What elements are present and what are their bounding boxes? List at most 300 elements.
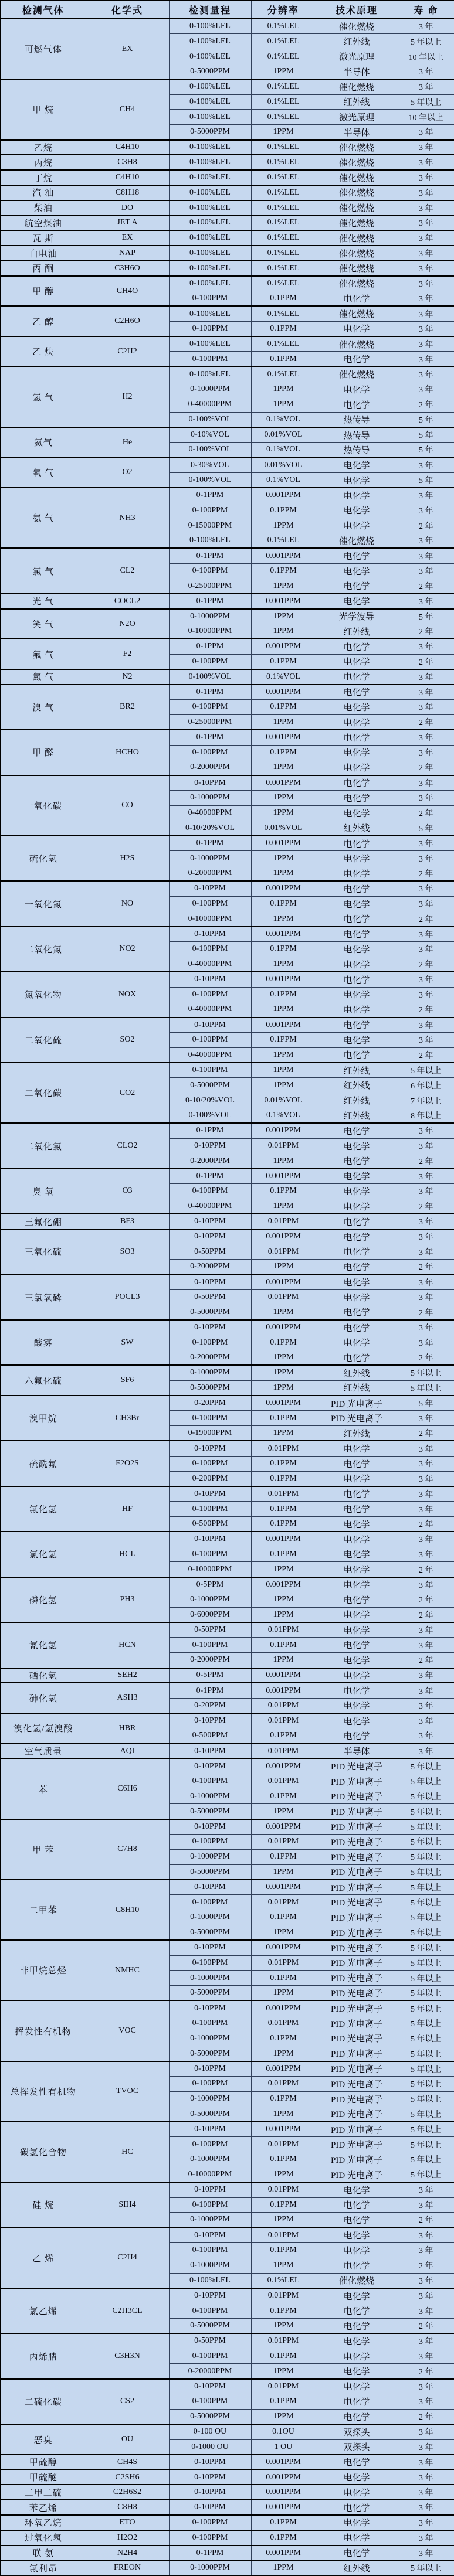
range-cell: 0-5PPM <box>169 1577 251 1592</box>
gas-name-cell: 硅 烷 <box>1 2182 86 2227</box>
table-row <box>1 730 454 745</box>
principle-cell: 电化学 <box>316 851 398 866</box>
formula-cell: HCN <box>86 1622 169 1668</box>
range-cell: 0-10PPM <box>169 775 251 791</box>
principle-cell: 电化学 <box>316 1441 398 1456</box>
formula-cell: C6H6 <box>86 1758 169 1819</box>
principle-cell: 电化学 <box>316 2394 398 2410</box>
formula-cell: HCL <box>86 1532 169 1577</box>
formula-cell: HCHO <box>86 730 169 775</box>
resolution-cell: 1PPM <box>251 2107 316 2122</box>
principle-cell: 双探头 <box>316 2439 398 2455</box>
resolution-cell: 0.01PPM <box>251 1138 316 1153</box>
resolution-cell: 0.01%VOL <box>251 458 316 473</box>
range-cell: 0-100PPM <box>169 1835 251 1850</box>
resolution-cell: 1PPM <box>251 397 316 412</box>
lifespan-cell: 3 年 <box>398 745 454 760</box>
gas-name-cell: 氟化氢 <box>1 1486 86 1532</box>
range-cell: 0-100%LEL <box>169 155 251 170</box>
gas-name-cell: 恶臭 <box>1 2424 86 2455</box>
resolution-cell: 1PPM <box>251 1426 316 1441</box>
resolution-cell: 0.1%VOL <box>251 412 316 427</box>
lifespan-cell: 3 年 <box>398 458 454 473</box>
range-cell: 0-100%LEL <box>169 230 251 246</box>
table-row <box>1 216 454 231</box>
principle-cell: PID 光电离子 <box>316 1804 398 1819</box>
principle-cell: 电化学 <box>316 1713 398 1728</box>
principle-cell: PID 光电离子 <box>316 1955 398 1971</box>
resolution-cell: 0.1PPM <box>251 503 316 518</box>
range-cell: 0-1000PPM <box>169 2213 251 2228</box>
lifespan-cell: 3 年 <box>398 896 454 911</box>
range-cell: 0-100%LEL <box>169 79 251 94</box>
resolution-cell: 0.1%LEL <box>251 79 316 94</box>
resolution-cell: 0.1PPM <box>251 2530 316 2546</box>
lifespan-cell: 3 年 <box>398 336 454 352</box>
resolution-cell: 0.1PPM <box>251 1335 316 1350</box>
formula-cell: NMHC <box>86 1940 169 2000</box>
range-cell: 0-40000PPM <box>169 805 251 821</box>
resolution-cell: 0.1%LEL <box>251 200 316 216</box>
principle-cell: 电化学 <box>316 1169 398 1184</box>
principle-cell: PID 光电离子 <box>316 1986 398 2001</box>
principle-cell: 电化学 <box>316 1244 398 1260</box>
gas-name-cell: 丙 酮 <box>1 261 86 276</box>
range-cell: 0-10PPM <box>169 1320 251 1335</box>
range-cell: 0-1000PPM <box>169 2561 251 2576</box>
principle-cell: PID 光电离子 <box>316 2000 398 2016</box>
principle-cell: 电化学 <box>316 488 398 503</box>
lifespan-cell: 3 年 <box>398 216 454 231</box>
lifespan-cell: 3 年 <box>398 563 454 579</box>
principle-cell: 电化学 <box>316 2500 398 2515</box>
range-cell: 0-1000PPM <box>169 2031 251 2046</box>
lifespan-cell: 3 年 <box>398 1683 454 1698</box>
lifespan-cell: 3 年 <box>398 775 454 791</box>
lifespan-cell: 2 年 <box>398 1047 454 1063</box>
gas-name-cell: 溴化氢/氢溴酸 <box>1 1713 86 1744</box>
formula-cell: C2H6O <box>86 306 169 336</box>
range-cell: 0-1000 OU <box>169 2439 251 2455</box>
range-cell: 0-1000PPM <box>169 2091 251 2107</box>
range-cell: 0-10PPM <box>169 1758 251 1774</box>
formula-cell: O3 <box>86 1169 169 1214</box>
lifespan-cell: 2 年 <box>398 1002 454 1018</box>
principle-cell: 电化学 <box>316 2409 398 2424</box>
principle-cell: 电化学 <box>316 1516 398 1532</box>
lifespan-cell: 3 年 <box>398 1274 454 1289</box>
resolution-cell: 0.01PPM <box>251 1486 316 1502</box>
lifespan-cell: 6 年以上 <box>398 1078 454 1093</box>
principle-cell: 电化学 <box>316 745 398 760</box>
lifespan-cell: 3 年 <box>398 685 454 700</box>
principle-cell: 电化学 <box>316 1486 398 1502</box>
lifespan-cell: 3 年 <box>398 639 454 654</box>
formula-cell: BR2 <box>86 685 169 730</box>
principle-cell: 电化学 <box>316 2485 398 2500</box>
table-row <box>1 2061 454 2077</box>
lifespan-cell: 5 年以上 <box>398 2107 454 2122</box>
principle-cell: 红外线 <box>316 624 398 639</box>
lifespan-cell: 5 年以上 <box>398 1971 454 1986</box>
table-row <box>1 1668 454 1683</box>
gas-name-cell: 二硫化碳 <box>1 2379 86 2424</box>
range-cell: 0-10PPM <box>169 881 251 896</box>
lifespan-cell: 5 年以上 <box>398 1910 454 1925</box>
principle-cell: 电化学 <box>316 1184 398 1199</box>
table-row <box>1 2424 454 2439</box>
range-cell: 0-100PPM <box>169 2349 251 2364</box>
principle-cell: 电化学 <box>316 881 398 896</box>
principle-cell: 红外线 <box>316 1108 398 1124</box>
range-cell: 0-50PPM <box>169 2333 251 2349</box>
principle-cell: 电化学 <box>316 2197 398 2213</box>
principle-cell: 电化学 <box>316 1002 398 1018</box>
range-cell: 0-2000PPM <box>169 760 251 775</box>
principle-cell: 电化学 <box>316 1229 398 1244</box>
resolution-cell: 0.1%LEL <box>251 246 316 261</box>
table-row <box>1 927 454 942</box>
resolution-cell: 1PPM <box>251 790 316 805</box>
lifespan-cell: 5 年以上 <box>398 1940 454 1955</box>
range-cell: 0-100%LEL <box>169 140 251 155</box>
resolution-cell: 1PPM <box>251 1562 316 1577</box>
principle-cell: 电化学 <box>316 2379 398 2394</box>
principle-cell: 红外线 <box>316 1426 398 1441</box>
principle-cell: 红外线 <box>316 821 398 836</box>
resolution-cell: 1PPM <box>251 851 316 866</box>
range-cell: 0-100%LEL <box>169 306 251 321</box>
resolution-cell: 0.01PPM <box>251 1441 316 1456</box>
resolution-cell: 0.01PPM <box>251 2016 316 2031</box>
formula-cell: C3H3N <box>86 2333 169 2378</box>
table-row <box>1 1744 454 1759</box>
resolution-cell: 1PPM <box>251 866 316 882</box>
formula-cell: CLO2 <box>86 1123 169 1168</box>
gas-name-cell: 非甲烷总烃 <box>1 1940 86 2000</box>
table-row <box>1 140 454 155</box>
gas-name-cell: 硒化氢 <box>1 1668 86 1683</box>
range-cell: 0-10PPM <box>169 1486 251 1502</box>
lifespan-cell: 2 年 <box>398 760 454 775</box>
principle-cell: 电化学 <box>316 987 398 1002</box>
lifespan-cell: 3 年 <box>398 2546 454 2561</box>
resolution-cell: 0.001PPM <box>251 2122 316 2137</box>
gas-name-cell: 氯乙烯 <box>1 2288 86 2333</box>
principle-cell: 电化学 <box>316 1456 398 1471</box>
formula-cell: C4H10 <box>86 170 169 185</box>
gas-name-cell: 二氧化氯 <box>1 1123 86 1168</box>
principle-cell: PID 光电离子 <box>316 2061 398 2077</box>
range-cell: 0-1PPM <box>169 548 251 563</box>
lifespan-cell: 3 年 <box>398 594 454 609</box>
table-row <box>1 2500 454 2515</box>
range-cell: 0-100PPM <box>169 2303 251 2319</box>
range-cell: 0-100PPM <box>169 654 251 669</box>
range-cell: 0-100PPM <box>169 1502 251 1517</box>
formula-cell: F2O2S <box>86 1441 169 1486</box>
table-row <box>1 1819 454 1835</box>
principle-cell: 电化学 <box>316 1728 398 1744</box>
lifespan-cell: 2 年 <box>398 1153 454 1169</box>
gas-name-cell: 乙 醇 <box>1 306 86 336</box>
lifespan-cell: 3 年 <box>398 2242 454 2258</box>
range-cell: 0-100%VOL <box>169 1108 251 1124</box>
table-row <box>1 246 454 261</box>
resolution-cell: 1PPM <box>251 2319 316 2334</box>
formula-cell: C8H10 <box>86 1880 169 1940</box>
resolution-cell: 0.001PPM <box>251 1577 316 1592</box>
formula-cell: CL2 <box>86 548 169 593</box>
resolution-cell: 0.1%VOL <box>251 1108 316 1124</box>
range-cell: 0-40000PPM <box>169 957 251 972</box>
resolution-cell: 0.01PPM <box>251 1214 316 1229</box>
principle-cell: 红外线 <box>316 1380 398 1396</box>
table-row <box>1 1365 454 1380</box>
table-row <box>1 594 454 609</box>
resolution-cell: 0.01PPM <box>251 1698 316 1713</box>
principle-cell: 电化学 <box>316 760 398 775</box>
formula-cell: AQI <box>86 1744 169 1759</box>
principle-cell: 电化学 <box>316 2455 398 2470</box>
lifespan-cell: 3 年 <box>398 1471 454 1486</box>
resolution-cell: 0.1PPM <box>251 2303 316 2319</box>
table-row <box>1 19 454 34</box>
range-cell: 0-100PPM <box>169 1774 251 1789</box>
table-row <box>1 2122 454 2137</box>
range-cell: 0-10PPM <box>169 2122 251 2137</box>
table-row <box>1 261 454 276</box>
range-cell: 0-25000PPM <box>169 579 251 594</box>
range-cell: 0-10000PPM <box>169 624 251 639</box>
lifespan-cell: 3 年 <box>398 79 454 94</box>
resolution-cell: 1 OU <box>251 2439 316 2455</box>
range-cell: 0-15000PPM <box>169 518 251 533</box>
principle-cell: 电化学 <box>316 669 398 685</box>
principle-cell: 电化学 <box>316 927 398 942</box>
column-header-range: 检测量程 <box>169 1 251 19</box>
principle-cell: 催化燃烧 <box>316 19 398 34</box>
formula-cell: N2 <box>86 669 169 685</box>
table-row <box>1 1577 454 1592</box>
gas-name-cell: 瓦 斯 <box>1 230 86 246</box>
formula-cell: C2H4 <box>86 2228 169 2288</box>
lifespan-cell: 3 年 <box>398 488 454 503</box>
lifespan-cell: 3 年 <box>398 200 454 216</box>
table-row <box>1 1441 454 1456</box>
resolution-cell: 0.001PPM <box>251 594 316 609</box>
resolution-cell: 1PPM <box>251 911 316 927</box>
resolution-cell: 1PPM <box>251 2561 316 2576</box>
resolution-cell: 0.001PPM <box>251 1940 316 1955</box>
resolution-cell: 0.1PPM <box>251 2031 316 2046</box>
resolution-cell: 1PPM <box>251 805 316 821</box>
table-row <box>1 2288 454 2303</box>
range-cell: 0-100%LEL <box>169 246 251 261</box>
table-row <box>1 2182 454 2197</box>
resolution-cell: 1PPM <box>251 125 316 140</box>
resolution-cell: 0.001PPM <box>251 1819 316 1835</box>
lifespan-cell: 3 年 <box>398 1532 454 1547</box>
principle-cell: 电化学 <box>316 1335 398 1350</box>
table-row <box>1 1758 454 1774</box>
principle-cell: 半导体 <box>316 1744 398 1759</box>
principle-cell: 电化学 <box>316 685 398 700</box>
lifespan-cell: 5 年以上 <box>398 2000 454 2016</box>
resolution-cell: 0.1PPM <box>251 1971 316 1986</box>
range-cell: 0-1PPM <box>169 730 251 745</box>
table-row <box>1 2485 454 2500</box>
resolution-cell: 0.01PPM <box>251 2182 316 2197</box>
gas-name-cell: 一氧化氮 <box>1 881 86 926</box>
principle-cell: 电化学 <box>316 2349 398 2364</box>
resolution-cell: 0.001PPM <box>251 2061 316 2077</box>
resolution-cell: 0.1%LEL <box>251 34 316 49</box>
column-header-lifespan: 寿 命 <box>398 1 454 19</box>
lifespan-cell: 10 年以上 <box>398 49 454 64</box>
resolution-cell: 0.001PPM <box>251 1169 316 1184</box>
resolution-cell: 1PPM <box>251 760 316 775</box>
resolution-cell: 1PPM <box>251 1380 316 1396</box>
gas-name-cell: 航空煤油 <box>1 216 86 231</box>
range-cell: 0-100PPM <box>169 291 251 307</box>
principle-cell: 电化学 <box>316 836 398 851</box>
resolution-cell: 0.1PPM <box>251 1638 316 1653</box>
principle-cell: 电化学 <box>316 548 398 563</box>
table-row <box>1 336 454 352</box>
gas-name-cell: 甲硫醚 <box>1 2470 86 2485</box>
formula-cell: C2H3CL <box>86 2288 169 2333</box>
lifespan-cell: 3 年 <box>398 2439 454 2455</box>
range-cell: 0-5000PPM <box>169 1986 251 2001</box>
range-cell: 0-100%LEL <box>169 200 251 216</box>
principle-cell: 电化学 <box>316 1638 398 1653</box>
principle-cell: 红外线 <box>316 34 398 49</box>
principle-cell: 电化学 <box>316 714 398 730</box>
range-cell: 0-5000PPM <box>169 125 251 140</box>
lifespan-cell: 2 年 <box>398 518 454 533</box>
formula-cell: CH4S <box>86 2455 169 2470</box>
range-cell: 0-5000PPM <box>169 1864 251 1880</box>
principle-cell: 电化学 <box>316 896 398 911</box>
resolution-cell: 0.1PPM <box>251 563 316 579</box>
table-row <box>1 1486 454 1502</box>
formula-cell: HBR <box>86 1713 169 1744</box>
range-cell: 0-10%VOL <box>169 427 251 443</box>
table-row <box>1 230 454 246</box>
principle-cell: 电化学 <box>316 503 398 518</box>
table-row <box>1 685 454 700</box>
range-cell: 0-100PPM <box>169 2394 251 2410</box>
lifespan-cell: 5 年以上 <box>398 1849 454 1864</box>
lifespan-cell: 3 年 <box>398 2182 454 2197</box>
range-cell: 0-500PPM <box>169 1728 251 1744</box>
range-cell: 0-2000PPM <box>169 1260 251 1275</box>
resolution-cell: 1PPM <box>251 1653 316 1668</box>
resolution-cell: 0.1%LEL <box>251 19 316 34</box>
resolution-cell: 0.001PPM <box>251 2546 316 2561</box>
principle-cell: PID 光电离子 <box>316 2152 398 2167</box>
range-cell: 0-1000PPM <box>169 851 251 866</box>
principle-cell: 电化学 <box>316 911 398 927</box>
principle-cell: 电化学 <box>316 1350 398 1366</box>
resolution-cell: 0.1PPM <box>251 2515 316 2530</box>
formula-cell: DO <box>86 200 169 216</box>
gas-name-cell: 三氟化硼 <box>1 1214 86 1229</box>
range-cell: 0-10PPM <box>169 2470 251 2485</box>
principle-cell: 电化学 <box>316 2258 398 2273</box>
resolution-cell: 1PPM <box>251 624 316 639</box>
principle-cell: PID 光电离子 <box>316 2137 398 2152</box>
range-cell: 0-19000PPM <box>169 1426 251 1441</box>
lifespan-cell: 3 年 <box>398 1320 454 1335</box>
lifespan-cell: 5 年以上 <box>398 1835 454 1850</box>
range-cell: 0-1PPM <box>169 2546 251 2561</box>
formula-cell: BF3 <box>86 1214 169 1229</box>
principle-cell: 催化燃烧 <box>316 246 398 261</box>
gas-name-cell: 六氟化硫 <box>1 1365 86 1396</box>
principle-cell: 电化学 <box>316 790 398 805</box>
resolution-cell: 1PPM <box>251 2409 316 2424</box>
lifespan-cell: 3 年 <box>398 261 454 276</box>
resolution-cell: 1PPM <box>251 2364 316 2379</box>
gas-name-cell: 二氧化氮 <box>1 927 86 972</box>
principle-cell: 电化学 <box>316 1047 398 1063</box>
gas-name-cell: 柴油 <box>1 200 86 216</box>
gas-name-cell: 氰化氢 <box>1 1622 86 1668</box>
table-row <box>1 881 454 896</box>
principle-cell: PID 光电离子 <box>316 1819 398 1835</box>
lifespan-cell: 3 年 <box>398 185 454 200</box>
principle-cell: PID 光电离子 <box>316 2077 398 2092</box>
table-row <box>1 1274 454 1289</box>
principle-cell: 催化燃烧 <box>316 170 398 185</box>
formula-cell: NOX <box>86 972 169 1017</box>
principle-cell: 电化学 <box>316 1018 398 1033</box>
lifespan-cell: 5 年 <box>398 443 454 458</box>
lifespan-cell: 3 年 <box>398 291 454 307</box>
table-row <box>1 2000 454 2016</box>
range-cell: 0-10PPM <box>169 1229 251 1244</box>
lifespan-cell: 3 年 <box>398 548 454 563</box>
table-row <box>1 79 454 94</box>
principle-cell: 电化学 <box>316 2242 398 2258</box>
principle-cell: 电化学 <box>316 2288 398 2303</box>
formula-cell: C8H18 <box>86 185 169 200</box>
formula-cell: HF <box>86 1486 169 1532</box>
resolution-cell: 1PPM <box>251 2167 316 2182</box>
range-cell: 0-10PPM <box>169 1744 251 1759</box>
range-cell: 0-100PPM <box>169 563 251 579</box>
lifespan-cell: 3 年 <box>398 987 454 1002</box>
lifespan-cell: 5 年以上 <box>398 2152 454 2167</box>
range-cell: 0-10PPM <box>169 2061 251 2077</box>
range-cell: 0-5000PPM <box>169 2409 251 2424</box>
resolution-cell: 0.001PPM <box>251 2470 316 2485</box>
range-cell: 0-100PPM <box>169 1895 251 1910</box>
lifespan-cell: 5 年以上 <box>398 2122 454 2137</box>
table-row <box>1 170 454 185</box>
resolution-cell: 0.01PPM <box>251 2228 316 2243</box>
principle-cell: 电化学 <box>316 291 398 307</box>
resolution-cell: 0.001PPM <box>251 1532 316 1547</box>
lifespan-cell: 5 年以上 <box>398 2031 454 2046</box>
principle-cell: PID 光电离子 <box>316 2091 398 2107</box>
principle-cell: 催化燃烧 <box>316 216 398 231</box>
range-cell: 0-10PPM <box>169 1940 251 1955</box>
table-row <box>1 548 454 563</box>
principle-cell: 催化燃烧 <box>316 336 398 352</box>
